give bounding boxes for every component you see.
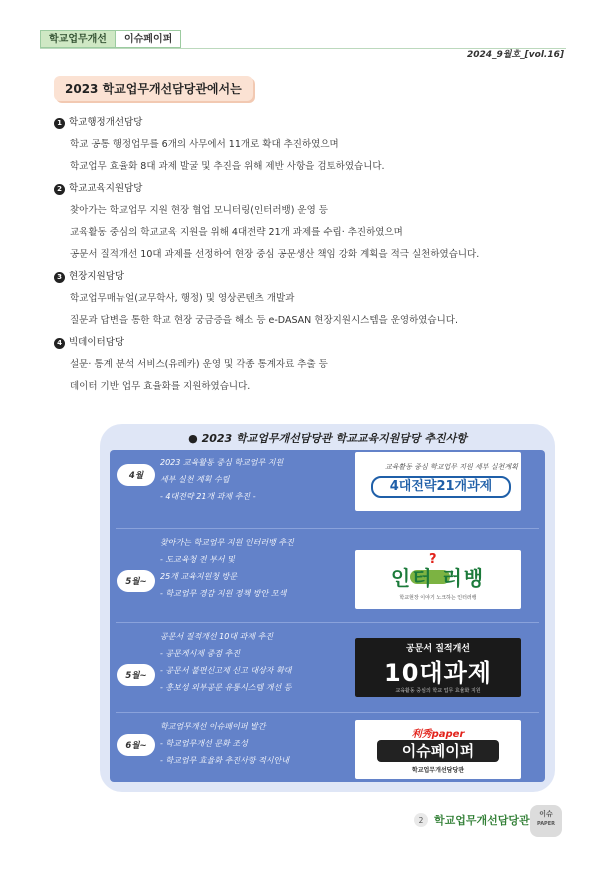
thumbnail-issue-paper — [355, 720, 521, 779]
thumb-caption: 利秀paper — [411, 729, 465, 740]
footer — [414, 812, 530, 828]
row-line: - 공문게시제 중점 추진 — [160, 649, 241, 658]
section-line: 공문서 질적개선 10대 과제를 선정하여 현장 중심 공문생산 책임 강화 계획을 적극 실천하였습니다. — [70, 249, 480, 260]
row-line: - 학교업무 경감 지원 정책 방안 모색 — [160, 589, 287, 598]
section-title: 학교교육지원담당 — [69, 183, 143, 194]
thumb-title: 인터 러뱅 — [390, 566, 486, 590]
footer-logo: 학교업무개선담당관 — [434, 814, 530, 827]
timeline-row — [110, 626, 545, 704]
row-line: 2023 교육활동 중심 학교업무 지원 — [160, 458, 284, 467]
section-admin — [54, 112, 574, 178]
month-badge: 4월 — [117, 464, 155, 486]
thumb-caption: 공문서 질적개선 — [406, 644, 470, 654]
sections — [54, 112, 574, 398]
row-line: - 홍보성 외부공문 유통시스템 개선 등 — [160, 683, 292, 692]
section-line: 학교 공통 행정업무를 6개의 사무에서 11개로 확대 추진하였으며 — [70, 139, 339, 150]
panel-title: ● 2023 학교업무개선담당관 학교교육지원담당 추진사항 — [188, 432, 467, 445]
thumb-subcaption: 학교업무개선담당관 — [411, 767, 465, 774]
number-badge-icon: 1 — [54, 118, 65, 129]
row-line: - 학교업무개선 문화 조성 — [160, 739, 248, 748]
thumb-title: 이슈페이퍼 — [377, 740, 499, 762]
page-heading: 2023 학교업무개선담당관에서는 — [54, 76, 253, 101]
badge-bottom: PAPER — [536, 821, 555, 827]
question-mark-icon: ? — [429, 552, 437, 567]
thumb-subcaption: 교육활동 중심의 학교 업무 효율화 지원 — [395, 688, 481, 694]
thumb-caption: 교육활동 중심 학교업무 지원 세부 실천계획 — [385, 463, 518, 471]
timeline-row — [110, 714, 545, 792]
thumbnail-4-strategies — [355, 452, 521, 511]
month-badge: 5월~ — [117, 664, 155, 686]
issue-number: 2024_9월호_[vol.16] — [466, 50, 564, 60]
section-line: 찾아가는 학교업무 지원 현장 협업 모니터링(인터러뱅) 운영 등 — [70, 205, 328, 216]
section-line: 학교업무 효율화 8대 과제 발굴 및 추진을 위해 제반 사항을 검토하였습니다. — [70, 161, 385, 172]
thumbnail-interrobang — [355, 550, 521, 609]
row-line: - 공문서 불편신고제 신고 대상자 확대 — [160, 666, 292, 675]
thumb-title: 10대과제 — [384, 659, 492, 687]
section-line: 질문과 답변을 통한 학교 현장 궁금증을 해소 등 e-DASAN 현장지원시스템을 운영하였습니다. — [70, 315, 458, 326]
section-line: 학교업무매뉴얼(교무학사, 행정) 및 영상콘텐츠 개발과 — [70, 293, 295, 304]
row-line: 세부 실천 계획 수립 — [160, 475, 230, 484]
section-field-support — [54, 266, 574, 332]
row-line: 학교업무개선 이슈페이퍼 발간 — [160, 722, 266, 731]
section-line: 데이터 기반 업무 효율화를 지원하였습니다. — [70, 381, 251, 392]
promotion-panel — [100, 424, 555, 792]
row-line: - 도교육청 전 부서 및 — [160, 555, 235, 564]
thumb-title: 4대전략21개과제 — [371, 476, 511, 498]
month-badge: 5월~ — [117, 570, 155, 592]
section-big-data — [54, 332, 574, 398]
section-education-support — [54, 178, 574, 266]
month-badge: 6월~ — [117, 734, 155, 756]
number-badge-icon: 2 — [54, 184, 65, 195]
row-line: 공문서 질적개선 10대 과제 추진 — [160, 632, 274, 641]
section-title: 학교행정개선담당 — [69, 117, 143, 128]
timeline-row — [110, 450, 545, 528]
section-line: 설문· 통계 분석 서비스(유레카) 운영 및 각종 통계자료 추출 등 — [70, 359, 328, 370]
section-title: 빅데이터담당 — [69, 337, 125, 348]
page-number: 2 — [414, 813, 428, 827]
divider — [116, 622, 539, 623]
tab-school-work-improvement: 학교업무개선 — [40, 30, 116, 48]
section-line: 교육활동 중심의 학교교육 지원을 위해 4대전략 21개 과제를 수립· 추진하였으며 — [70, 227, 403, 238]
number-badge-icon: 4 — [54, 338, 65, 349]
row-line: - 4대전략 21개 과제 추진 - — [160, 492, 256, 501]
timeline — [110, 450, 545, 782]
row-line: 25개 교육지원청 방문 — [160, 572, 238, 581]
divider — [116, 528, 539, 529]
thumbnail-10-tasks — [355, 638, 521, 697]
section-title: 현장지원담당 — [69, 271, 125, 282]
row-line: 찾아가는 학교업무 지원 인터러뱅 추진 — [160, 538, 294, 547]
tab-issue-paper: 이슈페이퍼 — [116, 30, 181, 48]
row-line: - 학교업무 효율화 추진사항 적시안내 — [160, 756, 289, 765]
divider — [116, 712, 539, 713]
issue-paper-logo-icon — [530, 805, 562, 837]
timeline-row — [110, 532, 545, 610]
badge-top: 이슈 — [539, 810, 553, 818]
number-badge-icon: 3 — [54, 272, 65, 283]
header-tabs — [40, 30, 181, 48]
thumb-caption: 학교현장 이야기 노크하는 인터러뱅 — [399, 595, 477, 601]
